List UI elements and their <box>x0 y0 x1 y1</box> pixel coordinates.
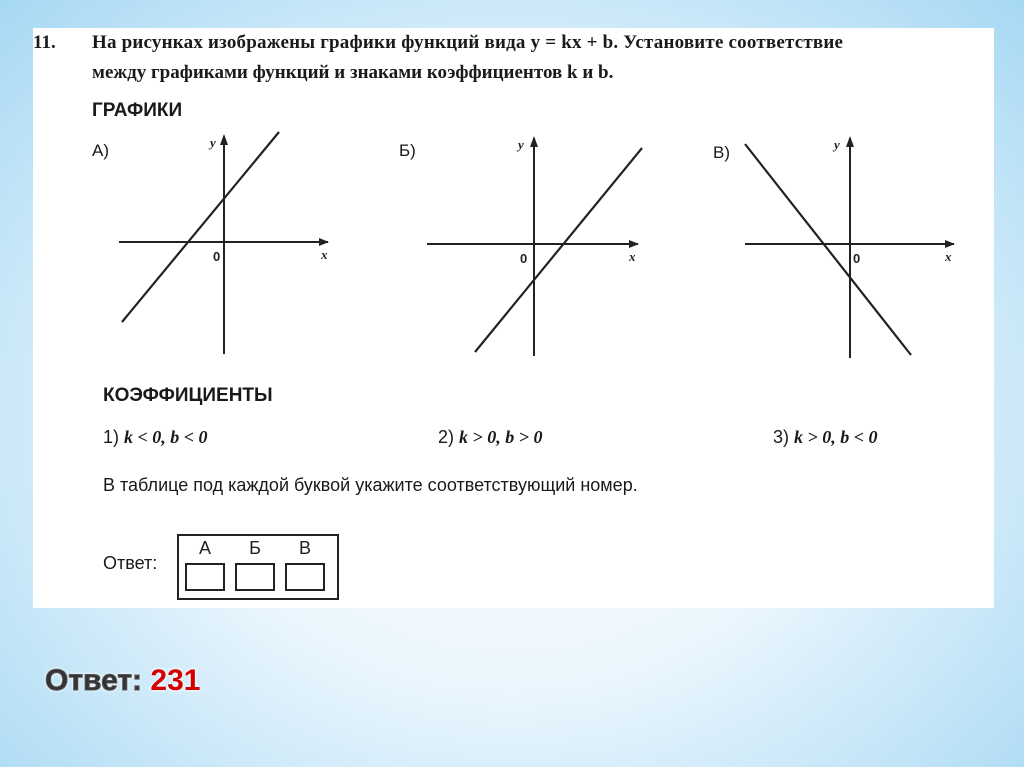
graph-b-line <box>475 148 642 352</box>
graph-b-origin-label: 0 <box>520 251 528 266</box>
option-1-text: k < 0, b < 0 <box>124 427 208 447</box>
problem-number: 11. <box>33 32 56 53</box>
graph-a-x-label: x <box>321 247 328 262</box>
graph-a-x-arrow <box>319 238 329 246</box>
option-1 <box>103 427 208 448</box>
graph-a-y-label: y <box>210 135 216 150</box>
answer-cell-c[interactable] <box>285 563 325 591</box>
graph-a-label: А) <box>92 141 109 160</box>
graph-c-x-label: x <box>945 249 952 264</box>
answer-column-b-label: Б <box>249 538 261 558</box>
answer-table <box>177 534 339 600</box>
option-3-text: k > 0, b < 0 <box>794 427 878 447</box>
task-sheet <box>33 28 994 608</box>
option-3-number: 3) <box>773 427 790 447</box>
instruction-text: В таблице под каждой буквой укажите соответствующий номер. <box>103 475 638 495</box>
graph-b-y-arrow <box>530 136 538 147</box>
answer-cell-b[interactable] <box>235 563 275 591</box>
graph-b-label: Б) <box>399 141 416 160</box>
final-answer-value: 231 <box>150 664 201 697</box>
coefficients-heading: КОЭФФИЦИЕНТЫ <box>103 385 273 406</box>
graph-c-y-arrow <box>846 136 854 147</box>
graph-c <box>745 136 955 358</box>
graph-a-origin-label: 0 <box>213 249 221 264</box>
problem-text-line-2: между графиками функций и знаками коэффициентов k и b. <box>92 62 614 83</box>
answer-cell-a[interactable] <box>185 563 225 591</box>
option-2-number: 2) <box>438 427 455 447</box>
graph-a-y-arrow <box>220 134 228 145</box>
option-2-text: k > 0, b > 0 <box>459 427 543 447</box>
graph-c-y-label: y <box>834 137 840 152</box>
graphs-heading: ГРАФИКИ <box>92 100 183 121</box>
graph-a <box>119 132 329 354</box>
graph-c-label: В) <box>713 143 730 162</box>
graph-b-x-arrow <box>629 240 639 248</box>
graphs-figure <box>33 28 994 368</box>
graph-c-x-arrow <box>945 240 955 248</box>
graph-c-line <box>745 144 911 355</box>
option-3 <box>773 427 878 448</box>
final-answer <box>45 664 200 698</box>
option-1-number: 1) <box>103 427 120 447</box>
answer-column-c-label: В <box>298 538 311 558</box>
graph-b-x-label: x <box>629 249 636 264</box>
graph-b <box>427 136 642 356</box>
graph-c-origin-label: 0 <box>853 251 861 266</box>
graph-a-line <box>122 132 279 322</box>
answer-label: Ответ: <box>103 553 158 573</box>
final-answer-label: Ответ: <box>45 664 143 697</box>
option-2 <box>438 427 543 448</box>
problem-text-line-1: На рисунках изображены графики функций вида y = kx + b. Установите соответствие <box>92 32 844 53</box>
answer-column-a-label: А <box>198 538 211 558</box>
graph-b-y-label: y <box>518 137 524 152</box>
